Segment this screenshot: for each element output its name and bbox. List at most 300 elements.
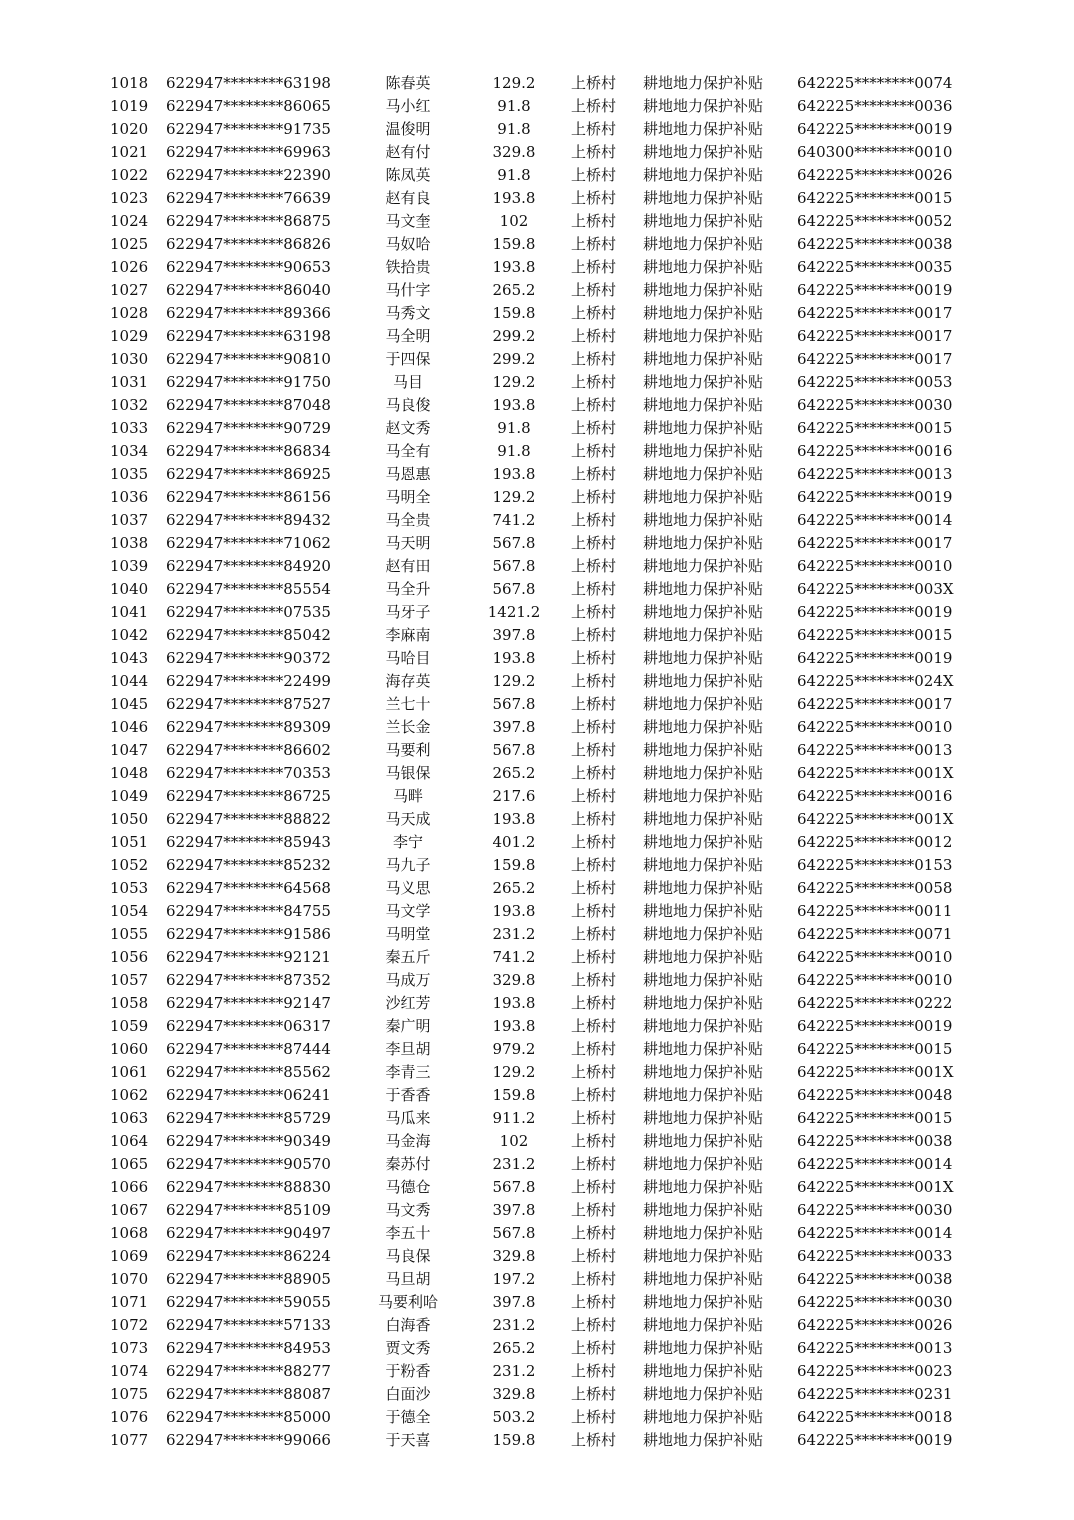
subsidy-amount: 231.2 [492,1155,536,1173]
subsidy-amount: 91.8 [497,120,531,138]
subsidy-type: 耕地地力保护补贴 [643,304,764,322]
account-number: 622947********86224 [166,1247,331,1265]
subsidy-type: 耕地地力保护补贴 [643,672,764,690]
subsidy-type: 耕地地力保护补贴 [643,511,764,529]
subsidy-type: 耕地地力保护补贴 [643,235,764,253]
table-row [0,1199,1074,1222]
subsidy-type: 耕地地力保护补贴 [643,189,764,207]
row-number: 1060 [110,1040,149,1058]
row-number: 1045 [110,695,149,713]
subsidy-amount: 265.2 [492,764,536,782]
row-number: 1062 [110,1086,149,1104]
id-number: 642225********0017 [797,695,953,713]
row-number: 1071 [110,1293,149,1311]
account-number: 622947********69963 [166,143,331,161]
account-number: 622947********85109 [166,1201,331,1219]
subsidy-amount: 217.6 [492,787,536,805]
id-number: 642225********0010 [797,948,953,966]
account-number: 622947********71062 [166,534,331,552]
recipient-name: 马成万 [385,971,431,989]
table-row [0,624,1074,647]
subsidy-amount: 329.8 [492,143,536,161]
id-number: 642225********0014 [797,1224,953,1242]
village-name: 上桥村 [571,1017,617,1035]
id-number: 642225********024X [797,672,954,690]
recipient-name: 铁拾贵 [385,258,431,276]
village-name: 上桥村 [571,1109,617,1127]
table-row [0,877,1074,900]
village-name: 上桥村 [571,948,617,966]
row-number: 1036 [110,488,149,506]
row-number: 1066 [110,1178,149,1196]
subsidy-amount: 159.8 [492,1086,536,1104]
village-name: 上桥村 [571,1362,617,1380]
village-name: 上桥村 [571,258,617,276]
recipient-name: 马旦胡 [385,1270,431,1288]
id-number: 642225********0017 [797,350,953,368]
village-name: 上桥村 [571,1293,617,1311]
subsidy-amount: 567.8 [492,534,536,552]
account-number: 622947********88830 [166,1178,331,1196]
village-name: 上桥村 [571,465,617,483]
recipient-name: 马明全 [385,488,431,506]
subsidy-amount: 397.8 [492,1293,536,1311]
subsidy-amount: 911.2 [492,1109,536,1127]
recipient-name: 马文奎 [385,212,431,230]
village-name: 上桥村 [571,189,617,207]
row-number: 1039 [110,557,149,575]
recipient-name: 马什字 [385,281,431,299]
id-number: 642225********001X [797,1063,954,1081]
row-number: 1018 [110,74,149,92]
subsidy-amount: 197.2 [492,1270,536,1288]
account-number: 622947********88822 [166,810,331,828]
subsidy-amount: 231.2 [492,1362,536,1380]
row-number: 1050 [110,810,149,828]
account-number: 622947********91586 [166,925,331,943]
table-row [0,1222,1074,1245]
id-number: 642225********0019 [797,1017,953,1035]
table-row [0,1360,1074,1383]
village-name: 上桥村 [571,327,617,345]
account-number: 622947********85000 [166,1408,331,1426]
table-row [0,279,1074,302]
table-row [0,578,1074,601]
subsidy-type: 耕地地力保护补贴 [643,626,764,644]
account-number: 622947********85232 [166,856,331,874]
recipient-name: 马畔 [392,787,423,805]
subsidy-type: 耕地地力保护补贴 [643,1293,764,1311]
village-name: 上桥村 [571,833,617,851]
subsidy-amount: 129.2 [492,74,536,92]
subsidy-type: 耕地地力保护补贴 [643,833,764,851]
row-number: 1049 [110,787,149,805]
village-name: 上桥村 [571,235,617,253]
account-number: 622947********99066 [166,1431,331,1449]
account-number: 622947********90810 [166,350,331,368]
table-row [0,210,1074,233]
row-number: 1030 [110,350,149,368]
table-row [0,1015,1074,1038]
row-number: 1044 [110,672,149,690]
subsidy-type: 耕地地力保护补贴 [643,1316,764,1334]
account-number: 622947********86040 [166,281,331,299]
row-number: 1067 [110,1201,149,1219]
id-number: 642225********0036 [797,97,953,115]
village-name: 上桥村 [571,1316,617,1334]
subsidy-amount: 567.8 [492,1178,536,1196]
recipient-name: 马秀文 [385,304,431,322]
id-number: 642225********0013 [797,1339,953,1357]
table-row [0,440,1074,463]
recipient-name: 李宁 [392,833,423,851]
subsidy-amount: 231.2 [492,925,536,943]
village-name: 上桥村 [571,810,617,828]
recipient-name: 贾文秀 [385,1339,431,1357]
table-row [0,716,1074,739]
recipient-name: 白面沙 [385,1385,431,1403]
table-row [0,1314,1074,1337]
subsidy-type: 耕地地力保护补贴 [643,1086,764,1104]
village-name: 上桥村 [571,373,617,391]
village-name: 上桥村 [571,1247,617,1265]
subsidy-type: 耕地地力保护补贴 [643,212,764,230]
subsidy-amount: 979.2 [492,1040,536,1058]
id-number: 642225********0017 [797,304,953,322]
table-row [0,233,1074,256]
table-row [0,831,1074,854]
id-number: 642225********0019 [797,603,953,621]
village-name: 上桥村 [571,1201,617,1219]
row-number: 1073 [110,1339,149,1357]
recipient-name: 于天喜 [385,1431,431,1449]
table-row [0,463,1074,486]
account-number: 622947********22499 [166,672,331,690]
account-number: 622947********84953 [166,1339,331,1357]
table-row [0,164,1074,187]
subsidy-amount: 129.2 [492,373,536,391]
subsidy-table [0,72,1074,1452]
account-number: 622947********63198 [166,327,331,345]
table-row [0,1038,1074,1061]
account-number: 622947********90570 [166,1155,331,1173]
village-name: 上桥村 [571,281,617,299]
id-number: 642225********0038 [797,1132,953,1150]
id-number: 642225********0010 [797,718,953,736]
id-number: 642225********0052 [797,212,953,230]
village-name: 上桥村 [571,718,617,736]
recipient-name: 马文学 [385,902,431,920]
subsidy-type: 耕地地力保护补贴 [643,764,764,782]
row-number: 1068 [110,1224,149,1242]
id-number: 642225********0071 [797,925,953,943]
village-name: 上桥村 [571,511,617,529]
village-name: 上桥村 [571,649,617,667]
subsidy-type: 耕地地力保护补贴 [643,1385,764,1403]
subsidy-type: 耕地地力保护补贴 [643,925,764,943]
subsidy-type: 耕地地力保护补贴 [643,166,764,184]
row-number: 1038 [110,534,149,552]
row-number: 1022 [110,166,149,184]
id-number: 642225********0015 [797,189,953,207]
row-number: 1040 [110,580,149,598]
subsidy-amount: 159.8 [492,235,536,253]
village-name: 上桥村 [571,97,617,115]
subsidy-type: 耕地地力保护补贴 [643,373,764,391]
subsidy-amount: 231.2 [492,1316,536,1334]
table-row [0,762,1074,785]
subsidy-type: 耕地地力保护补贴 [643,879,764,897]
account-number: 622947********87048 [166,396,331,414]
subsidy-amount: 265.2 [492,1339,536,1357]
subsidy-type: 耕地地力保护补贴 [643,465,764,483]
village-name: 上桥村 [571,304,617,322]
row-number: 1061 [110,1063,149,1081]
account-number: 622947********86156 [166,488,331,506]
account-number: 622947********86065 [166,97,331,115]
subsidy-amount: 567.8 [492,695,536,713]
row-number: 1046 [110,718,149,736]
village-name: 上桥村 [571,1270,617,1288]
table-row [0,1176,1074,1199]
recipient-name: 马哈目 [385,649,431,667]
table-row [0,394,1074,417]
subsidy-amount: 193.8 [492,994,536,1012]
table-row [0,923,1074,946]
subsidy-amount: 397.8 [492,718,536,736]
table-row [0,1245,1074,1268]
subsidy-type: 耕地地力保护补贴 [643,1178,764,1196]
table-row [0,417,1074,440]
table-row [0,486,1074,509]
recipient-name: 沙红芳 [385,994,431,1012]
id-number: 642225********0018 [797,1408,953,1426]
subsidy-amount: 503.2 [492,1408,536,1426]
account-number: 622947********92147 [166,994,331,1012]
id-number: 642225********0231 [797,1385,953,1403]
recipient-name: 马要利哈 [377,1293,438,1311]
table-row [0,1429,1074,1452]
table-row [0,670,1074,693]
recipient-name: 马恩惠 [385,465,431,483]
id-number: 642225********0011 [797,902,953,920]
recipient-name: 温俊明 [385,120,431,138]
subsidy-type: 耕地地力保护补贴 [643,948,764,966]
id-number: 642225********0016 [797,442,953,460]
row-number: 1032 [110,396,149,414]
recipient-name: 马天明 [385,534,431,552]
account-number: 622947********89432 [166,511,331,529]
subsidy-amount: 193.8 [492,902,536,920]
recipient-name: 赵文秀 [385,419,431,437]
account-number: 622947********70353 [166,764,331,782]
subsidy-amount: 329.8 [492,1385,536,1403]
subsidy-type: 耕地地力保护补贴 [643,1408,764,1426]
subsidy-amount: 102 [499,212,529,230]
table-row [0,969,1074,992]
id-number: 642225********0038 [797,1270,953,1288]
village-name: 上桥村 [571,580,617,598]
subsidy-amount: 567.8 [492,1224,536,1242]
account-number: 622947********59055 [166,1293,331,1311]
id-number: 642225********0012 [797,833,953,851]
row-number: 1041 [110,603,149,621]
id-number: 642225********0026 [797,166,953,184]
id-number: 642225********0013 [797,465,953,483]
village-name: 上桥村 [571,1385,617,1403]
village-name: 上桥村 [571,879,617,897]
row-number: 1047 [110,741,149,759]
row-number: 1054 [110,902,149,920]
subsidy-amount: 265.2 [492,281,536,299]
account-number: 622947********76639 [166,189,331,207]
table-row [0,532,1074,555]
recipient-name: 于德全 [385,1408,431,1426]
id-number: 642225********0058 [797,879,953,897]
row-number: 1020 [110,120,149,138]
subsidy-type: 耕地地力保护补贴 [643,1247,764,1265]
village-name: 上桥村 [571,488,617,506]
subsidy-type: 耕地地力保护补贴 [643,1155,764,1173]
subsidy-type: 耕地地力保护补贴 [643,97,764,115]
row-number: 1034 [110,442,149,460]
table-row [0,325,1074,348]
recipient-name: 马全贵 [385,511,431,529]
subsidy-amount: 741.2 [492,948,536,966]
row-number: 1056 [110,948,149,966]
table-row [0,1153,1074,1176]
subsidy-type: 耕地地力保护补贴 [643,327,764,345]
account-number: 622947********87444 [166,1040,331,1058]
recipient-name: 赵有良 [385,189,431,207]
row-number: 1076 [110,1408,149,1426]
row-number: 1058 [110,994,149,1012]
subsidy-amount: 741.2 [492,511,536,529]
recipient-name: 马明堂 [385,925,431,943]
subsidy-amount: 193.8 [492,810,536,828]
subsidy-type: 耕地地力保护补贴 [643,741,764,759]
id-number: 642225********0019 [797,1431,953,1449]
row-number: 1023 [110,189,149,207]
subsidy-amount: 193.8 [492,189,536,207]
subsidy-type: 耕地地力保护补贴 [643,1063,764,1081]
village-name: 上桥村 [571,787,617,805]
id-number: 642225********0019 [797,649,953,667]
village-name: 上桥村 [571,1178,617,1196]
recipient-name: 兰七十 [385,695,431,713]
table-row [0,1130,1074,1153]
subsidy-type: 耕地地力保护补贴 [643,281,764,299]
village-name: 上桥村 [571,902,617,920]
village-name: 上桥村 [571,1132,617,1150]
table-row [0,141,1074,164]
id-number: 642225********0015 [797,419,953,437]
row-number: 1069 [110,1247,149,1265]
row-number: 1033 [110,419,149,437]
recipient-name: 李麻南 [385,626,431,644]
table-row [0,808,1074,831]
subsidy-amount: 265.2 [492,879,536,897]
subsidy-amount: 397.8 [492,1201,536,1219]
id-number: 642225********0222 [797,994,953,1012]
account-number: 622947********64568 [166,879,331,897]
account-number: 622947********57133 [166,1316,331,1334]
village-name: 上桥村 [571,534,617,552]
table-row [0,900,1074,923]
id-number: 642225********001X [797,1178,954,1196]
account-number: 622947********91735 [166,120,331,138]
row-number: 1031 [110,373,149,391]
account-number: 622947********22390 [166,166,331,184]
village-name: 上桥村 [571,143,617,161]
account-number: 622947********86725 [166,787,331,805]
subsidy-type: 耕地地力保护补贴 [643,902,764,920]
subsidy-type: 耕地地力保护补贴 [643,787,764,805]
subsidy-amount: 329.8 [492,1247,536,1265]
account-number: 622947********63198 [166,74,331,92]
subsidy-type: 耕地地力保护补贴 [643,350,764,368]
row-number: 1063 [110,1109,149,1127]
subsidy-type: 耕地地力保护补贴 [643,488,764,506]
row-number: 1070 [110,1270,149,1288]
account-number: 622947********88905 [166,1270,331,1288]
table-row [0,555,1074,578]
row-number: 1077 [110,1431,149,1449]
table-row [0,693,1074,716]
account-number: 622947********90372 [166,649,331,667]
village-name: 上桥村 [571,1339,617,1357]
recipient-name: 马金海 [385,1132,431,1150]
row-number: 1025 [110,235,149,253]
subsidy-amount: 567.8 [492,580,536,598]
row-number: 1037 [110,511,149,529]
subsidy-amount: 159.8 [492,304,536,322]
subsidy-type: 耕地地力保护补贴 [643,994,764,1012]
id-number: 642225********0019 [797,488,953,506]
account-number: 622947********07535 [166,603,331,621]
table-row [0,1107,1074,1130]
subsidy-amount: 401.2 [492,833,536,851]
table-row [0,371,1074,394]
table-row [0,72,1074,95]
account-number: 622947********90729 [166,419,331,437]
row-number: 1052 [110,856,149,874]
table-row [0,1268,1074,1291]
subsidy-amount: 567.8 [492,741,536,759]
id-number: 642225********0030 [797,1293,953,1311]
recipient-name: 李青三 [385,1063,431,1081]
village-name: 上桥村 [571,603,617,621]
account-number: 622947********85562 [166,1063,331,1081]
recipient-name: 马牙子 [385,603,431,621]
subsidy-amount: 193.8 [492,258,536,276]
id-number: 640300********0010 [797,143,953,161]
table-row [0,509,1074,532]
recipient-name: 赵有田 [385,557,431,575]
subsidy-type: 耕地地力保护补贴 [643,695,764,713]
subsidy-type: 耕地地力保护补贴 [643,580,764,598]
row-number: 1028 [110,304,149,322]
account-number: 622947********85729 [166,1109,331,1127]
subsidy-amount: 91.8 [497,97,531,115]
village-name: 上桥村 [571,1431,617,1449]
subsidy-type: 耕地地力保护补贴 [643,120,764,138]
id-number: 642225********0033 [797,1247,953,1265]
subsidy-type: 耕地地力保护补贴 [643,1132,764,1150]
account-number: 622947********85554 [166,580,331,598]
recipient-name: 于粉香 [385,1362,431,1380]
subsidy-type: 耕地地力保护补贴 [643,74,764,92]
